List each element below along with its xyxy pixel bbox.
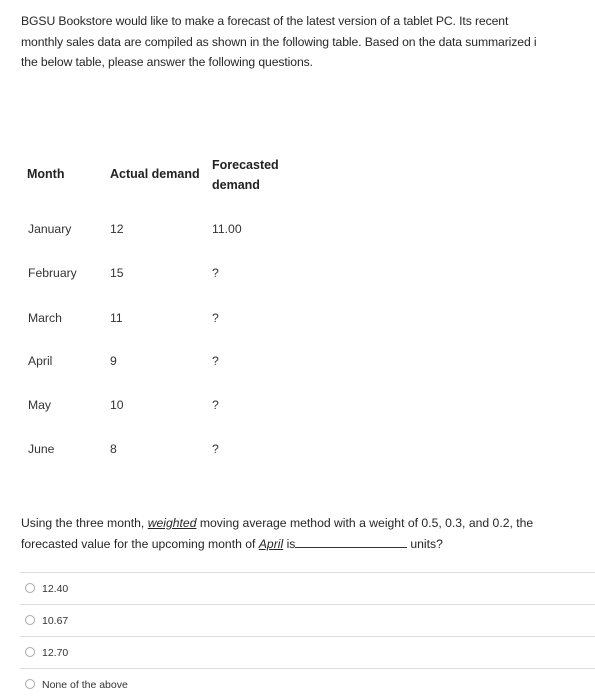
option-label: 12.70 <box>42 647 69 659</box>
cell-actual-demand: 12 <box>110 222 124 236</box>
cell-month: January <box>28 222 72 236</box>
answer-option[interactable] <box>20 637 595 668</box>
question-text <box>21 513 591 555</box>
intro-line-2: monthly sales data are compiled as shown in the following table. Based on the data summarized i <box>21 34 537 49</box>
demand-table-header <box>0 154 595 199</box>
table-row <box>0 354 595 374</box>
radio-button[interactable] <box>25 615 35 625</box>
cell-actual-demand: 11 <box>110 311 123 325</box>
question-part-5: units? <box>410 537 443 551</box>
question-intro <box>21 11 593 73</box>
intro-line-3: the below table, please answer the following questions. <box>21 55 313 69</box>
table-row <box>0 266 595 286</box>
cell-actual-demand: 9 <box>110 354 117 368</box>
radio-button[interactable] <box>25 647 35 657</box>
question-part-1: Using the three month, <box>21 516 148 530</box>
question-emphasis-weighted: weighted <box>147 516 197 530</box>
option-label: 10.67 <box>42 615 69 627</box>
header-forecast-line-2: demand <box>212 178 260 192</box>
radio-button[interactable] <box>25 583 35 593</box>
intro-line-1: BGSU Bookstore would like to make a forecast of the latest version of a tablet PC. Its recent <box>21 14 509 28</box>
answer-option[interactable] <box>20 605 595 636</box>
cell-actual-demand: 15 <box>110 266 124 280</box>
cell-actual-demand: 10 <box>110 398 124 412</box>
answer-blank <box>295 535 407 548</box>
table-row <box>0 311 595 331</box>
cell-forecasted-demand: 11.00 <box>212 222 242 236</box>
answer-option[interactable] <box>20 573 595 604</box>
question-emphasis-april: April <box>258 537 284 551</box>
question-part-3: forecasted value for the upcoming month of <box>21 537 259 551</box>
header-actual-demand: Actual demand <box>110 167 200 181</box>
cell-forecasted-demand: ? <box>212 266 219 280</box>
cell-month: February <box>28 266 77 280</box>
cell-actual-demand: 8 <box>110 442 117 456</box>
cell-month: June <box>28 442 55 456</box>
header-forecasted-demand <box>212 155 302 195</box>
table-row <box>0 222 595 242</box>
option-label: None of the above <box>42 679 128 691</box>
cell-month: March <box>28 311 62 325</box>
question-part-2: moving average method with a weight of 0.5, 0.3, and 0.2, the <box>196 516 534 530</box>
question-line-2 <box>21 534 591 555</box>
cell-forecasted-demand: ? <box>212 442 219 456</box>
cell-month: May <box>28 398 52 412</box>
question-part-4: is <box>283 537 296 551</box>
table-row <box>0 442 595 462</box>
question-line-1 <box>21 513 591 534</box>
cell-forecasted-demand: ? <box>212 398 219 412</box>
answer-option[interactable] <box>20 669 595 700</box>
header-forecast-line-1: Forecasted <box>212 158 279 172</box>
cell-forecasted-demand: ? <box>212 354 219 368</box>
answer-options <box>20 572 595 700</box>
table-row <box>0 398 595 418</box>
cell-forecasted-demand: ? <box>212 311 219 325</box>
option-label: 12.40 <box>42 583 69 595</box>
header-month: Month <box>27 167 65 181</box>
cell-month: April <box>28 354 53 368</box>
radio-button[interactable] <box>25 679 35 689</box>
